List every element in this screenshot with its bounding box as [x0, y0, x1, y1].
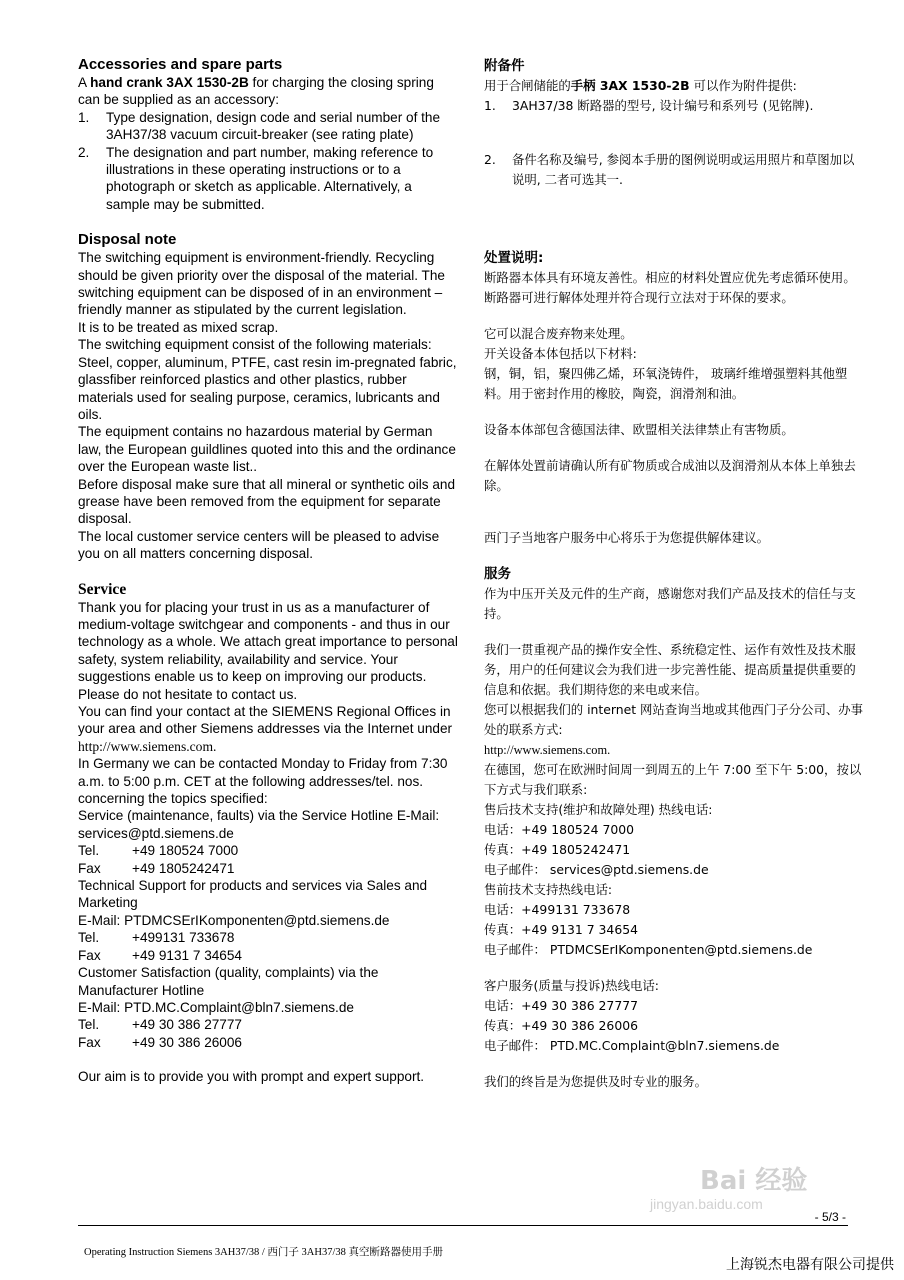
disposal-line: It is to be treated as mixed scrap. [78, 319, 279, 335]
customer-satisfaction-title: Customer Satisfaction (quality, complaints) via the Manufacturer Hotline [78, 965, 379, 998]
accessories-heading-cn: 附备件 [484, 58, 525, 74]
service-closing-cn: 我们的终旨是为您提供及时专业的服务。 [484, 1074, 708, 1089]
customer-satisfaction-fax-cn: 传真：+49 30 386 26006 [484, 1018, 638, 1033]
maintenance-fax-cn: 传真：+49 1805242471 [484, 842, 631, 857]
customer-satisfaction-email[interactable]: E-Mail: PTD.MC.Complaint@bln7.siemens.de [78, 999, 354, 1015]
accessories-list [78, 109, 458, 213]
disposal-line: Steel, copper, aluminum, PTFE, cast resin im-pregnated fabric, glassfiber reinforced plastics and other plastics, rubber materials used for sealing purpose, ceramics, lubricants and oils. [78, 354, 457, 422]
disposal-paragraph-cn: 开关设备本体包括以下材料: [484, 346, 637, 361]
technical-support-title: Technical Support for products and services via Sales and Marketing [78, 878, 428, 911]
service-heading: Service [78, 580, 127, 598]
footer-divider [78, 1225, 848, 1226]
service-paragraph-cn: 我们一贯重视产品的操作安全性、系统稳定性、运作有效性及技术服务，用户的任何建议会为我们进一步完善性能、提高质量提供重要的信息和依据。我们期待您的来电或来信。 [484, 642, 856, 697]
disposal-heading: Disposal note [78, 231, 177, 249]
disposal-paragraph-cn: 断路器本体具有环境友善性。相应的材料处置应优先考虑循环使用。断路器可进行解体处理并符合现行立法对于环保的要求。 [484, 270, 856, 305]
disposal-line: Before disposal make sure that all mineral or synthetic oils and grease have been removed from the equipment for separate disposal. [78, 476, 456, 527]
siemens-url-link-cn[interactable]: http://www.siemens.com. [484, 743, 611, 757]
technical-support-title-cn: 售前技术支持热线电话: [484, 882, 613, 897]
maintenance-tel: Tel. +49 180524 7000 [78, 843, 239, 859]
customer-satisfaction-email-cn[interactable]: 电子邮件： PTD.MC.Complaint@bln7.siemens.de [484, 1038, 780, 1053]
customer-satisfaction-title-cn: 客户服务(质量与投诉)热线电话: [484, 978, 659, 993]
technical-support-fax: Fax +49 9131 7 34654 [78, 947, 242, 963]
service-hours: In Germany we can be contacted Monday to Friday from 7:30 a.m. to 5:00 p.m. CET at the following addresses/tel. nos. concerning the topics specified: [78, 756, 448, 807]
list-item: 2. The designation and part number, making reference to illustrations in these operating instructions or to a photograph or sketch as applicable. Alternatively, a sample may be submitted. [78, 144, 434, 212]
disposal-heading-cn: 处置说明: [484, 250, 544, 266]
disposal-paragraph-cn: 钢，铜，铝，聚四佛乙烯，环氧浇铸件， 玻璃纤维增强塑料其他塑料。用于密封作用的橡胶，陶瓷，润滑剂和油。 [484, 366, 848, 401]
baidu-watermark-url: jingyan.baidu.com [650, 1196, 763, 1212]
siemens-url-link[interactable]: http://www.siemens.com. [78, 738, 217, 754]
customer-satisfaction-tel-cn: 电话：+49 30 386 27777 [484, 998, 638, 1013]
list-item: 1. 3AH37/38 断路器的型号, 设计编号和系列号 (见铭牌). [484, 98, 814, 113]
technical-support-email-cn[interactable]: 电子邮件： PTDMCSErIKomponenten@ptd.siemens.de [484, 942, 813, 957]
accessories-heading: Accessories and spare parts [78, 56, 283, 73]
maintenance-hotline-title: Service (maintenance, faults) via the Service Hotline E-Mail: services@ptd.siemens.de [78, 808, 440, 841]
disposal-paragraph-cn: 设备本体部包含德国法律、欧盟相关法律禁止有害物质。 [484, 422, 794, 437]
accessories-intro: A hand crank 3AX 1530-2B for charging the closing spring can be supplied as an accessory: [78, 75, 434, 108]
footer-text: Operating Instruction Siemens 3AH37/38 / 西门子 3AH37/38 真空断路器使用手册 [84, 1247, 444, 1258]
service-hours-cn: 在德国，您可在欧洲时间周一到周五的上午 7:00 至下午 5:00，按以下方式与我们联系: [484, 762, 862, 797]
left-column [78, 56, 458, 1086]
disposal-line: The local customer service centers will be pleased to advise you on all matters concerning disposal. [78, 528, 440, 562]
maintenance-tel-cn: 电话：+49 180524 7000 [484, 822, 635, 837]
service-heading-cn: 服务 [484, 566, 511, 582]
service-closing: Our aim is to provide you with prompt and expert support. [78, 1069, 425, 1085]
service-contact-info: You can find your contact at the SIEMENS Regional Offices in your area and other Siemens addresses via the Internet under [78, 704, 453, 737]
disposal-paragraph-cn: 在解体处置前请确认所有矿物质或合成油以及润滑剂从本体上单独去除。 [484, 458, 856, 493]
technical-support-tel-cn: 电话：+499131 733678 [484, 902, 631, 917]
list-item: 1. Type designation, design code and serial number of the 3AH37/38 vacuum circuit-breaker (see rating plate) [78, 109, 441, 143]
technical-support-email[interactable]: E-Mail: PTDMCSErIKomponenten@ptd.siemens.de [78, 912, 390, 928]
baidu-watermark: Bai 经验 [700, 1166, 808, 1196]
service-paragraph-cn: 您可以根据我们的 internet 网站查询当地或其他西门子分公司、办事处的联系方式: [484, 702, 864, 737]
customer-satisfaction-fax: Fax +49 30 386 26006 [78, 1034, 242, 1050]
disposal-paragraph-cn: 西门子当地客户服务中心将乐于为您提供解体建议。 [484, 530, 769, 545]
disposal-line: The switching equipment is environment-friendly. Recycling should be given priority over the disposal of the material. The switching equipment can be disposed of in an environment –friendly manner as stipulated by the current legislation. [78, 250, 445, 318]
accessories-list-cn [484, 96, 864, 190]
disposal-line: The equipment contains no hazardous material by German law, the European guildlines quoted into this and the ordinance over the European waste list.. [78, 424, 456, 475]
provider-credit: 上海锐杰电器有限公司提供 [726, 1257, 894, 1273]
service-intro-cn: 作为中压开关及元件的生产商，感谢您对我们产品及技术的信任与支持。 [484, 586, 856, 621]
list-item: 2. 备件名称及编号, 参阅本手册的图例说明或运用照片和草图加以说明, 二者可选其一. [484, 152, 855, 187]
disposal-paragraph-cn: 它可以混合废弃物来处理。 [484, 326, 633, 341]
accessories-intro-cn: 用于合闸储能的手柄 3AX 1530-2B 可以作为附件提供: [484, 78, 797, 93]
technical-support-tel: Tel. +499131 733678 [78, 930, 235, 946]
service-intro: Thank you for placing your trust in us as a manufacturer of medium-voltage switchgear and components - and thus in our technology as a whole. We attach great importance to personal safety, system reliability, availability and service. Your suggestions enable us to keep on improving our products. Please do not hesitate to contact us. [78, 599, 458, 702]
customer-satisfaction-tel: Tel. +49 30 386 27777 [78, 1017, 242, 1033]
technical-support-fax-cn: 传真：+49 9131 7 34654 [484, 922, 638, 937]
maintenance-email-cn[interactable]: 电子邮件： services@ptd.siemens.de [484, 862, 709, 877]
disposal-line: The switching equipment consist of the following materials: [78, 337, 432, 353]
right-column [484, 56, 864, 1092]
page-number: - 5/3 - [814, 1210, 846, 1224]
maintenance-hotline-title-cn: 售后技术支持(维护和故障处理) 热线电话: [484, 802, 713, 817]
maintenance-fax: Fax +49 1805242471 [78, 860, 235, 876]
